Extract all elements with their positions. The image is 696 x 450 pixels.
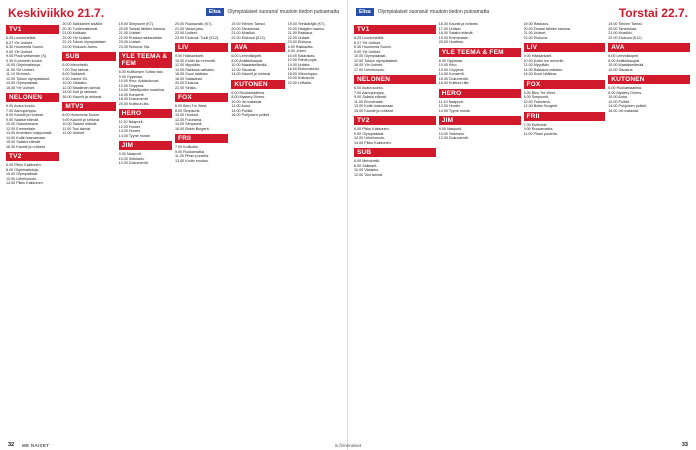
program-listing: 10.00 Maalaiselämää. xyxy=(231,63,268,67)
program-listing: 11.10 Naapurit. xyxy=(438,99,464,104)
channel-header: HERO xyxy=(119,109,172,118)
program-listing: 6.00 Avara luonto. xyxy=(354,86,384,90)
program-listing: 20.00 Haagien haamu. xyxy=(287,26,325,31)
program-listing: 16.30 Kauniit ja rohkeat. xyxy=(438,22,479,26)
program-listing: 12.00 Urheiluruutu. xyxy=(354,136,386,140)
program-listing: 12.00 Dokumentti. xyxy=(118,161,149,165)
program-listing: 18.00 Viikonloppu. xyxy=(287,71,318,76)
schedule-column xyxy=(119,22,172,438)
program-listing: 10.00 Viidakko. xyxy=(354,168,380,172)
right-day-title: Torstai 22.7. xyxy=(618,6,688,20)
left-day-title: Keskiviikko 21.7. xyxy=(8,6,105,20)
channel-header: NELONEN xyxy=(354,75,436,84)
channel-header: LIV xyxy=(175,43,228,52)
program-listing: 20.30 Tuntemattomat. xyxy=(62,26,99,31)
program-listing: 16.55 Yle Uutiset. xyxy=(6,85,36,90)
left-ad-strip xyxy=(206,7,339,17)
channel-header: SUB xyxy=(354,148,436,157)
program-listing: 12.00 Poliisit. xyxy=(608,99,631,104)
program-listing: 11.00 Pihan puolella. xyxy=(523,131,558,136)
program-listing: 8.00 Simpsonit. xyxy=(174,108,201,113)
program-listing: 9.00 Salatut elämät. xyxy=(354,95,387,99)
program-listing: 12.00 Urheiluruutu. xyxy=(6,176,38,181)
schedule-column xyxy=(231,22,284,438)
program-listing: 14.00 Pohjoisen poliisit. xyxy=(608,104,647,108)
program-listing: 13.00 Amerikan huippumalli. xyxy=(6,131,53,135)
program-listing: 20.00 Elokuva. xyxy=(174,81,200,85)
channel-header: YLE TEEMA & FEM xyxy=(439,48,521,57)
schedule-column xyxy=(62,22,115,438)
schedule-column xyxy=(608,22,690,438)
program-listing: 8.00 Oppimaa. xyxy=(438,58,463,63)
program-listing: 20.00 Tanssii tähtien kanssa. xyxy=(523,26,571,31)
program-listing: 13.00 Olympiakisat. xyxy=(6,81,39,85)
program-listing: 8.00 Simpsonit. xyxy=(523,95,549,99)
program-listing: 12.00 Tokion olympialaiset. xyxy=(6,76,51,81)
program-listing: 22.00 Elokuva (K12). xyxy=(608,35,643,40)
program-listing: 14.00 Tyyne muste. xyxy=(438,108,471,113)
program-listing: 23.00 Elokuva: Tuuli (K12). xyxy=(174,35,220,40)
program-listing: 22.15 Tokion olympialaiset. xyxy=(62,40,107,44)
program-listing: 18.00 Kulttuuri-ilta. xyxy=(438,81,470,85)
program-listing: 9.30 Jokerit 3D. xyxy=(62,76,89,81)
schedule-column xyxy=(6,22,59,438)
program-listing: 9.00 Hääsankarit. xyxy=(174,54,204,58)
channel-header: AVA xyxy=(231,43,284,52)
program-listing: 9.00 Naapurit. xyxy=(118,152,142,156)
program-listing: 23.00 Elokuva: Aamu. xyxy=(62,44,99,49)
program-listing: 7.00 Aamujumppa. xyxy=(354,90,385,95)
program-listing: 9.00 Kauniit ja rohkeat. xyxy=(62,117,101,122)
program-listing: 10.00 Salarakas. xyxy=(287,53,316,58)
program-listing: 19.00 Teinien Tanssi. xyxy=(231,22,266,26)
channel-header: JIM xyxy=(119,141,172,150)
program-listing: 14.00 Rakkaus-ratkaisu. xyxy=(174,67,215,72)
right-ad-strip xyxy=(356,7,489,17)
program-listing: 12.00 Hunter. xyxy=(438,104,461,108)
program-listing: 21.00 Musiikki. xyxy=(231,31,256,35)
program-listing: 9.00 Hääsankarit. xyxy=(523,54,553,58)
program-listing: 19.00 Teinikäräjät (K7). xyxy=(287,22,326,26)
program-listing: 22.00 Ruokaa rakkaudella. xyxy=(118,35,163,40)
channel-header: AVA xyxy=(608,43,690,52)
program-listing: 12.00 Myydään. xyxy=(523,63,550,67)
center-note: is.fi/menaiset xyxy=(334,443,362,448)
program-listing: 9.30 Kummelin kootut. xyxy=(6,58,43,63)
program-listing: 6.30 Huomenta Suomi. xyxy=(354,45,392,49)
program-listing: 19.00 Emmerdale. xyxy=(438,35,469,40)
program-listing: 11.00 Yle Uutiset. xyxy=(6,67,35,72)
program-listing: 6.00 Pikku Kakkonen. xyxy=(354,127,390,131)
program-listing: 20.00 Kulttuuri-ilta. xyxy=(118,101,150,106)
program-listing: 10.00 Olympiakisat. xyxy=(6,172,39,176)
program-listing: 16.30 Kauniit ja rohkeat. xyxy=(6,144,46,149)
program-listing: 18.00 Dokumentti. xyxy=(118,97,149,101)
program-listing: 7.00 Tosi tarinat. xyxy=(62,67,90,72)
program-listing: 10.00 Jet tosiasiat. xyxy=(231,99,263,104)
program-listing: 15.00 Kauniit ja rohkeat. xyxy=(354,108,394,113)
program-listing: 21.00 Kotikatu. xyxy=(62,31,87,35)
program-listing: 14.00 Pikku Kakkonen. xyxy=(6,181,44,185)
program-listing: 15.00 Salatut elämät. xyxy=(6,140,41,144)
program-listing: 10.00 Kino. xyxy=(438,63,458,67)
program-listing: 21.00 Musiikki. xyxy=(608,31,633,35)
program-listing: 10.00 Maalaiselämää. xyxy=(608,63,645,67)
program-listing: 19.00 Teinien Tanssi. xyxy=(608,22,643,26)
program-listing: 16.00 Kauniit ja rohkeat. xyxy=(62,94,103,99)
program-listing: 11.00 Tosi tarinat. xyxy=(62,126,92,131)
program-listing: 10.00 Hooked. xyxy=(174,113,199,117)
program-listing: 10.00 Viidakko. xyxy=(62,81,88,85)
program-listing: 12.00 Futurama. xyxy=(174,117,203,122)
program-listing: 13.00 Kotiin kasvamaan. xyxy=(354,104,395,108)
left-footer xyxy=(8,440,339,448)
schedule-column xyxy=(354,22,436,438)
program-listing: 6.00 Lemmikkipeti. xyxy=(231,54,263,58)
program-listing: 12.00 Ooppera. xyxy=(118,83,145,88)
program-listing: 10.00 Seikkailu. xyxy=(438,131,465,136)
program-listing: 9.00 Ruokamatka. xyxy=(174,149,205,154)
program-listing: 8.00 Kultturisen Sofian talo. xyxy=(118,70,164,74)
program-listing: 16.00 Yle Uutiset. xyxy=(354,63,384,67)
program-listing: 6.00 Huomenta Suomi. xyxy=(62,113,101,117)
program-listing: 12.00 Emmerdale. xyxy=(6,126,37,131)
program-listing: 6.00 Lemmikkipeti. xyxy=(608,54,639,58)
program-listing: 10.00 Salatut elämät. xyxy=(62,122,98,126)
program-listing: 21.00 Vauva jaso. xyxy=(174,26,205,31)
program-listing: 6.25 Luontohetkiä. xyxy=(354,36,385,40)
program-listing: 9.00 Yle Uutiset. xyxy=(354,49,381,54)
program-listing: 12.00 Tosi tarinat. xyxy=(354,172,384,177)
program-listing: 12.00 Bobin Burgerit. xyxy=(523,104,559,108)
program-listing: 7.00 Kotikokki. xyxy=(174,145,199,149)
program-listing: 16.00 Dokumentti. xyxy=(438,76,469,81)
channel-header: KUTONEN xyxy=(231,80,284,89)
program-listing: 20.00 Tanssimaa. xyxy=(231,26,261,31)
program-listing: 14.00 Koti ja rakkaus. xyxy=(62,90,98,94)
program-listing: 16.00 Bobin Burgerit. xyxy=(174,126,210,131)
channel-header: TV1 xyxy=(354,25,436,34)
program-listing: 11.00 Pihan puolella. xyxy=(174,154,210,158)
program-listing: 8.00 Ohjelmatietoja. xyxy=(6,167,39,172)
program-listing: 10.00 Futurama. xyxy=(523,99,551,104)
program-listing: 22.00 Yle Uutiset. xyxy=(62,35,92,40)
program-listing: 14.00 Rakkaus-ratkaisu. xyxy=(523,67,564,72)
program-listing: 16.00 Suuri hääkisa. xyxy=(174,72,209,76)
program-listing: 11.10 Naapurit. xyxy=(118,120,144,124)
program-listing: 9.00 Yle Uutiset. xyxy=(6,49,33,54)
channel-header: TV2 xyxy=(6,152,59,161)
program-listing: 16.00 Jet tosiasiat. xyxy=(608,108,639,113)
program-listing: 10.00 Kino: Arkistokuvat. xyxy=(118,79,160,83)
program-listing: 11.10 Strömsö. xyxy=(6,72,31,76)
channel-header: FOX xyxy=(524,80,606,89)
program-listing: 8.00 Jokeri. xyxy=(287,49,307,53)
schedule-column xyxy=(439,22,521,438)
right-footer xyxy=(356,440,688,448)
program-listing: 14.00 Taiteilijoiden maailma. xyxy=(118,88,165,92)
program-listing: 8.00 Kauniit ja rohkeat. xyxy=(6,113,44,117)
channel-header: FRII xyxy=(524,112,606,121)
program-listing: 22.00 Elokuva. xyxy=(523,35,548,40)
program-listing: 9.00 Naapurit. xyxy=(438,127,462,131)
program-listing: 21.00 Uutiset. xyxy=(523,31,547,35)
program-listing: 17.00 Uutiset. xyxy=(438,26,462,31)
program-listing: 22.00 Uutiset. xyxy=(174,31,198,35)
program-listing: 12.00 Ooppera. xyxy=(438,67,465,72)
program-listing: 20.00 Huvittelu. xyxy=(438,40,465,44)
program-listing: 10.00 Olympiakisat. xyxy=(354,54,387,58)
program-listing: 10.00 Autot. xyxy=(608,95,628,99)
program-listing: 8.00 Antiikkikaupat. xyxy=(608,58,641,63)
program-listing: 14.00 Tyyne muste. xyxy=(118,133,151,138)
program-listing: 12.00 Myydään. xyxy=(174,63,202,67)
channel-header: HERO xyxy=(439,89,521,98)
program-listing: 6.25 Luontohetkiä. xyxy=(6,36,37,40)
program-listing: 8.00 Mystery Diners. xyxy=(608,90,643,95)
left-ad-text: Olympialaiset suorana! muutoin tiedon putoamatta xyxy=(227,9,339,15)
program-listing: 23.00 Uutiset. xyxy=(118,40,142,44)
right-page-number: 33 xyxy=(681,442,688,448)
program-listing: 13.00 Kodin muutos. xyxy=(174,158,209,163)
program-listing: 7.00 Kotikokki. xyxy=(523,122,548,127)
program-listing: 12.00 Maailman tarinat. xyxy=(62,85,101,90)
program-listing: 19.00 Rakkaus. xyxy=(523,22,550,26)
program-listing: 8.00 Salkkarit. xyxy=(354,163,378,168)
program-listing: 10.00 Ostoskanava. xyxy=(6,122,39,126)
program-listing: 12.00 Pahat pojat. xyxy=(287,58,318,62)
program-listing: 6.00 Bleu Tre West. xyxy=(523,90,556,95)
program-listing: 21.00 Rakkaus. xyxy=(287,31,314,35)
program-listing: 12.00 Sisustus. xyxy=(608,67,634,72)
program-listing: 22.00 Uutiset. xyxy=(287,35,311,40)
program-listing: 18.00 Salasanat. xyxy=(174,76,203,81)
channel-header: NELONEN xyxy=(6,93,59,102)
program-listing: 17.00 Urheiluruutu. xyxy=(354,67,386,72)
channel-header: TV1 xyxy=(6,25,59,34)
channel-header: SUB xyxy=(62,52,115,61)
program-listing: 6.00 Bleu Tre West. xyxy=(174,104,208,108)
program-listing: 22.00 Sinkku. xyxy=(174,85,198,90)
program-listing: 20.00 Ruokavalio (K7). xyxy=(174,22,213,26)
right-page xyxy=(348,0,696,450)
program-listing: 12.00 Autot. xyxy=(231,104,251,108)
channel-header: LIV xyxy=(524,43,606,52)
program-listing: 16.00 Suuri hääkisa. xyxy=(523,72,558,76)
program-listing: 9.05 Puoli seitsemän (S). xyxy=(6,54,48,58)
program-listing: 6.00 Avara luonto. xyxy=(6,104,36,108)
program-listing: 12.00 Uutiset. xyxy=(62,131,86,135)
program-listing: 16.00 Elokuvaklubi. xyxy=(287,67,320,71)
program-listing: 10.00 Kodin iso remontti. xyxy=(174,58,216,63)
program-listing: 6.00 Menohetki. xyxy=(62,63,89,67)
program-listing: 7.00 Aamujumppa. xyxy=(6,108,37,113)
program-listing: 11.00 Emmerdale. xyxy=(354,99,384,104)
program-listing: 23.00 Elokuva. xyxy=(287,40,313,44)
right-ad-badge: Elisa xyxy=(356,8,374,16)
program-listing: 16.00 Konsertti. xyxy=(118,92,145,97)
program-listing: 20.00 Tanssimaa. xyxy=(608,26,638,31)
left-brand: ME NAISET xyxy=(22,443,50,448)
program-listing: 14.00 Pikku Kakkonen. xyxy=(354,140,392,145)
channel-header: TV2 xyxy=(354,116,436,125)
channel-header: JIM xyxy=(439,116,521,125)
channel-header: FOX xyxy=(175,93,228,102)
program-listing: 6.00 Pikku Kakkonen. xyxy=(6,163,42,167)
program-listing: 14.00 Uutisia. xyxy=(287,62,311,67)
program-listing: 8.00 Antiikkikaupat. xyxy=(231,58,264,63)
program-listing: 19.00 Simpsonit (K7). xyxy=(118,22,155,26)
program-listing: 23.30 Elokuva: Ilta. xyxy=(118,44,151,49)
program-listing: 14.00 Kotiin kasvamaan. xyxy=(6,135,47,140)
program-listing: 6.00 Ruokamaailma. xyxy=(608,86,643,90)
program-listing: 21.00 Uutiset. xyxy=(118,31,142,35)
program-listing: 9.00 Salatut elämät. xyxy=(6,117,39,122)
schedule-column xyxy=(524,22,606,438)
program-listing: 22.00 Elokuva (K12). xyxy=(231,35,266,40)
program-listing: 6.30 Huomenta Suomi. xyxy=(6,45,44,49)
right-page-header xyxy=(356,6,688,20)
program-listing: 9.00 Ruokamatka. xyxy=(523,127,554,131)
program-listing: 6.00 Rakkautta. xyxy=(287,44,314,49)
program-listing: 8.00 Salkkarit. xyxy=(62,72,86,76)
program-listing: 20.00 Tanssii tähtien kanssa. xyxy=(118,26,166,31)
program-listing: 10.00 Seikkailu. xyxy=(118,156,145,161)
program-listing: 12.00 Dokumentti. xyxy=(438,136,469,140)
program-listing: 13.00 Hunter. xyxy=(118,129,141,133)
program-listing: 6.00 Menohetki. xyxy=(354,159,381,163)
program-listing: 6.27 Yle Uutiset. xyxy=(6,40,33,45)
program-listing: 20.00 Kotirauha. xyxy=(287,76,315,80)
program-listing: 12.00 Tokion olympialaiset. xyxy=(354,58,399,63)
program-listing: 12.00 Hunter. xyxy=(118,124,141,129)
left-ad-badge: Elisa xyxy=(206,8,224,16)
program-listing: 10.00 Kodin iso remontti. xyxy=(523,58,565,63)
program-listing: 14.00 Konsertti. xyxy=(438,72,465,76)
program-listing: 9.00 Olympiakisat. xyxy=(354,131,385,136)
program-listing: 6.00 Ruokamaailma. xyxy=(231,90,266,95)
program-listing: 10.00 Ohjelmatietoja. xyxy=(6,63,41,67)
program-listing: 14.00 Simpsonit. xyxy=(174,122,203,126)
program-listing: 18.00 Salatut elämät. xyxy=(438,31,474,35)
program-listing: 14.00 Poliisit. xyxy=(231,108,254,113)
channel-header: MTV3 xyxy=(62,102,115,111)
right-schedule-columns xyxy=(354,22,690,438)
left-schedule-columns xyxy=(6,22,341,438)
schedule-column xyxy=(288,22,341,438)
program-listing: 12.00 Sisustus. xyxy=(231,67,257,72)
program-listing: 6.27 Yle Uutiset. xyxy=(354,40,381,45)
channel-header: KUTONEN xyxy=(608,75,690,84)
program-listing: 8.00 Mystery Diners. xyxy=(231,95,266,99)
program-listing: 16.00 Pohjoisen poliisit. xyxy=(231,113,271,117)
program-listing: 9.00 Oppimaa. xyxy=(118,74,143,79)
schedule-column xyxy=(175,22,228,438)
channel-header: FRII xyxy=(175,134,228,143)
right-ad-text: Olympialaiset suorana! muutoin tiedon putoamatta xyxy=(377,9,490,15)
program-listing: 14.00 Kauniit ja rohkeat. xyxy=(231,72,272,76)
channel-header: YLE TEEMA & FEM xyxy=(119,52,172,68)
left-page-number: 32 xyxy=(8,442,15,448)
program-listing: 22.00 Leffailta. xyxy=(287,80,312,85)
left-page-header xyxy=(8,6,339,20)
program-listing: 20.00 Salkkarien sisällöt. xyxy=(62,22,104,26)
